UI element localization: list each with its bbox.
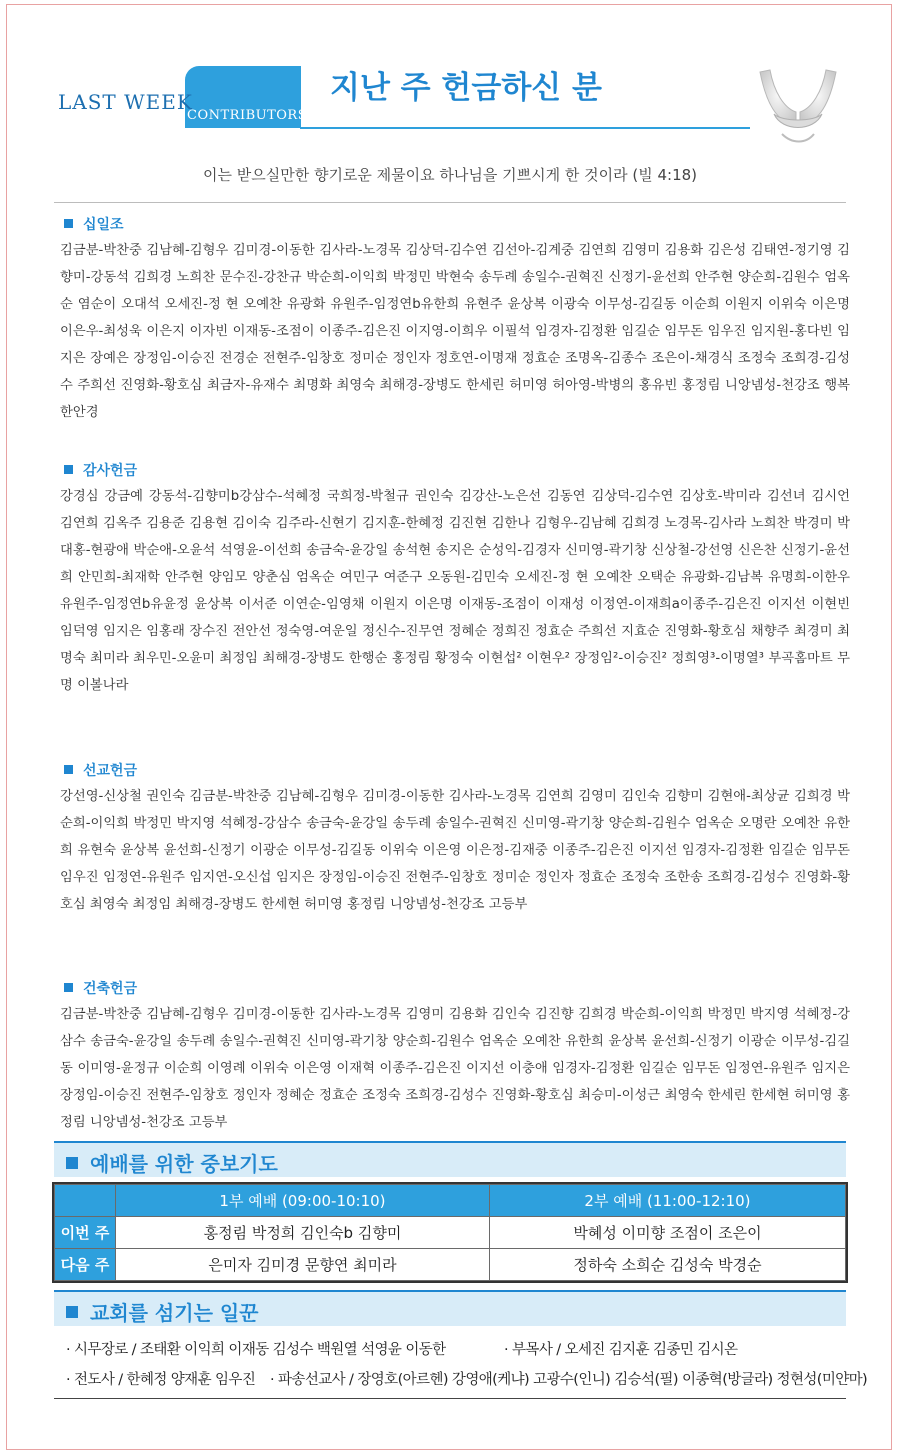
thanksgiving-contributors: 강경심 강금예 강동석-김향미b강삼수-석혜정 국희정-박철규 권인숙 김강산-노은선 김동연 김상덕-김수연 김상호-박미라 김선녀 김시언 김연희 김옥주 김용준 김용현 김이숙 김주라-신현기 김지훈-한혜정 김진현 김한나 김형우-김남혜 김희경 노경목-김사라 노희찬 박경미 박대홍-현광애 박순애-오윤석 석영윤-이선희 송금숙-윤강일 송석현 송지은 순성익-김경자 신미영-곽기창 신상철-강선영 신은찬 신정기-윤선희 안민희-최재학 안주현 양임모 양춘심 엄옥순 여민구 여준구 오동원-김민숙 오세진-정 현 오예찬 오택순 유광화-김남복 유명희-이한우 유원주-임정연b유윤정 윤상복 이서준 이연순-임영채 이원지 이은명 이재동-조점이 이재성 이정연-이재희a이종주-김은진 이지선 이현빈 임덕영 임지은 임홍래 장수진 전안선 정숙영-여운일 정신수-진무연 정혜순 정희진 정효순 주희선 지효순 진영화-황호심 채향주 최경미 최명숙 최미라 최우민-오윤미 최정임 최해경-장병도 한행순 홍정림 황정숙 이현섭² 이현우² 장정임²-이승진² 정희영³-이명열³ 부곡홈마트 무명 이볼나라 [60, 489, 850, 693]
section-title-mission: 선교헌금 [64, 760, 137, 780]
open-hands-icon [752, 52, 844, 146]
section-title-building: 건축헌금 [64, 978, 137, 998]
evangelists-list: · 전도사 / 한혜정 양재훈 임우진 [66, 1372, 256, 1388]
contributors-label: CONTRIBUTORS [187, 108, 308, 123]
square-bullet-icon [64, 465, 73, 474]
prayer-section-title: 예배를 위한 중보기도 [66, 1148, 278, 1177]
associate-pastors-list: · 부목사 / 오세진 김지훈 김종민 김시온 [504, 1342, 738, 1358]
second-service-header: 2부 예배 (11:00-12:10) [489, 1185, 845, 1217]
table-row [55, 1217, 846, 1249]
elders-list: · 시무장로 / 조태환 이익희 이재동 김성수 백원열 석영윤 이동한 [66, 1342, 446, 1358]
stewards-section-title: 교회를 섬기는 일꾼 [66, 1297, 259, 1326]
first-service-this-week: 홍정림 박정희 김인숙b 김향미 [116, 1217, 490, 1249]
header-underline [300, 127, 750, 129]
prayer-table [54, 1184, 846, 1281]
stewards-section-bar [54, 1290, 846, 1326]
prayer-section-bar [54, 1141, 846, 1177]
square-bullet-icon [64, 765, 73, 774]
first-service-next-week: 은미자 김미경 문향연 최미라 [116, 1249, 490, 1281]
last-week-label: LAST WEEK [58, 90, 193, 114]
section-title-thanksgiving: 감사헌금 [64, 460, 137, 480]
building-contributors: 김금분-박찬중 김남혜-김형우 김미경-이동한 김사라-노경목 김영미 김용화 김인숙 김진향 김희경 박순희-이익희 박정민 박지영 석혜정-강삼수 송금숙-윤강일 송두례 송일수-권혁진 신미영-곽기창 양순희-김원수 엄옥순 오예찬 유한희 윤상복 윤선희-신정기 이광순 이무성-김길동 이미영-윤정규 이순희 이영례 이위숙 이은영 이재혁 이종주-김은진 이지선 이충애 임경자-김정환 임길순 임무돈 임정연-유원주 임지은 장정임-이승진 전현주-임창호 정인자 정혜순 정효순 조정숙 조희경-김성수 진영화-황호심 최승미-이성근 최영숙 한세린 한세현 허미영 홍정림 니앙넴성-천강조 고등부 [60, 1007, 850, 1130]
page-title: 지난 주 헌금하신 분 [330, 70, 602, 106]
row-label-next-week: 다음 주 [55, 1249, 116, 1281]
square-bullet-icon [64, 983, 73, 992]
section-title-tithe: 십일조 [64, 214, 124, 234]
missionaries-list: · 파송선교사 / 장영호(아르헨) 강영애(케냐) 고광수(인니) 김승석(필) 이종혁(방글라) 정현성(미얀마) [270, 1372, 868, 1388]
square-bullet-icon [66, 1157, 78, 1169]
scripture-verse: 이는 받으실만한 향기로운 제물이요 하나님을 기쁘시게 한 것이라 (빌 4:18) [202, 166, 698, 184]
second-service-next-week: 정하숙 소희순 김성숙 박경순 [489, 1249, 845, 1281]
bottom-divider [54, 1398, 846, 1399]
table-corner-cell [55, 1185, 116, 1217]
first-service-header: 1부 예배 (09:00-10:10) [116, 1185, 490, 1217]
row-label-this-week: 이번 주 [55, 1217, 116, 1249]
table-header-row [55, 1185, 846, 1217]
mission-contributors: 강선영-신상철 권인숙 김금분-박찬중 김남혜-김형우 김미경-이동한 김사라-노경목 김연희 김영미 김인숙 김향미 김현애-최상균 김희경 박순희-이익희 박정민 박지영 석혜정-강삼수 송금숙-윤강일 송두례 송일수-권혁진 신미영-곽기창 양순희-김원수 엄옥순 오명란 오예찬 유한희 유현숙 윤상복 윤선희-신정기 이광순 이무성-김길동 이위숙 이은영 이은정-김재중 이종주-김은진 이지선 임경자-김정환 임길순 임무돈 임우진 임정연-유원주 임지연-오신섭 임지은 장정임-이승진 전현주-임창호 정미순 정인자 정효순 조정숙 조한송 조희경-김성수 진영화-황호심 최영숙 최정임 최해경-장병도 한세현 허미영 홍정림 니앙넴성-천강조 고등부 [60, 789, 850, 912]
second-service-this-week: 박혜성 이미향 조점이 조은이 [489, 1217, 845, 1249]
tithe-contributors: 김금분-박찬중 김남혜-김형우 김미경-이동한 김사라-노경목 김상덕-김수연 김선아-김계중 김연희 김영미 김용화 김은성 김태연-정기영 김향미-강동석 김희경 노희찬 문수진-강찬규 박순희-이익희 박정민 박현숙 송두례 송일수-권혁진 신정기-윤선희 안주현 양순희-김원수 엄옥순 염순이 오대석 오세진-정 현 오예찬 유광화 유원주-임정연b유한희 유현주 윤상복 이광숙 이무성-김길동 이순희 이원지 이위숙 이은명 이은우-최성욱 이은지 이자빈 이재동-조점이 이종주-김은진 이지영-이희우 이필석 임경자-김정환 임길순 임무돈 임우진 임지원-홍다빈 임지은 장예은 장정임-이승진 전경순 전현주-임창호 정미순 정인자 정호연-이명재 정효순 조명옥-김종수 조은이-채경식 조정숙 조희경-김성수 주희선 진영화-황호심 최금자-유재수 최명화 최영숙 최해경-장병도 한세린 허미영 허아영-박병의 홍유빈 홍정림 니앙넴성-천강조 행복한안경 [60, 243, 850, 420]
table-row [55, 1249, 846, 1281]
verse-divider [54, 202, 846, 203]
square-bullet-icon [64, 219, 73, 228]
square-bullet-icon [66, 1306, 78, 1318]
